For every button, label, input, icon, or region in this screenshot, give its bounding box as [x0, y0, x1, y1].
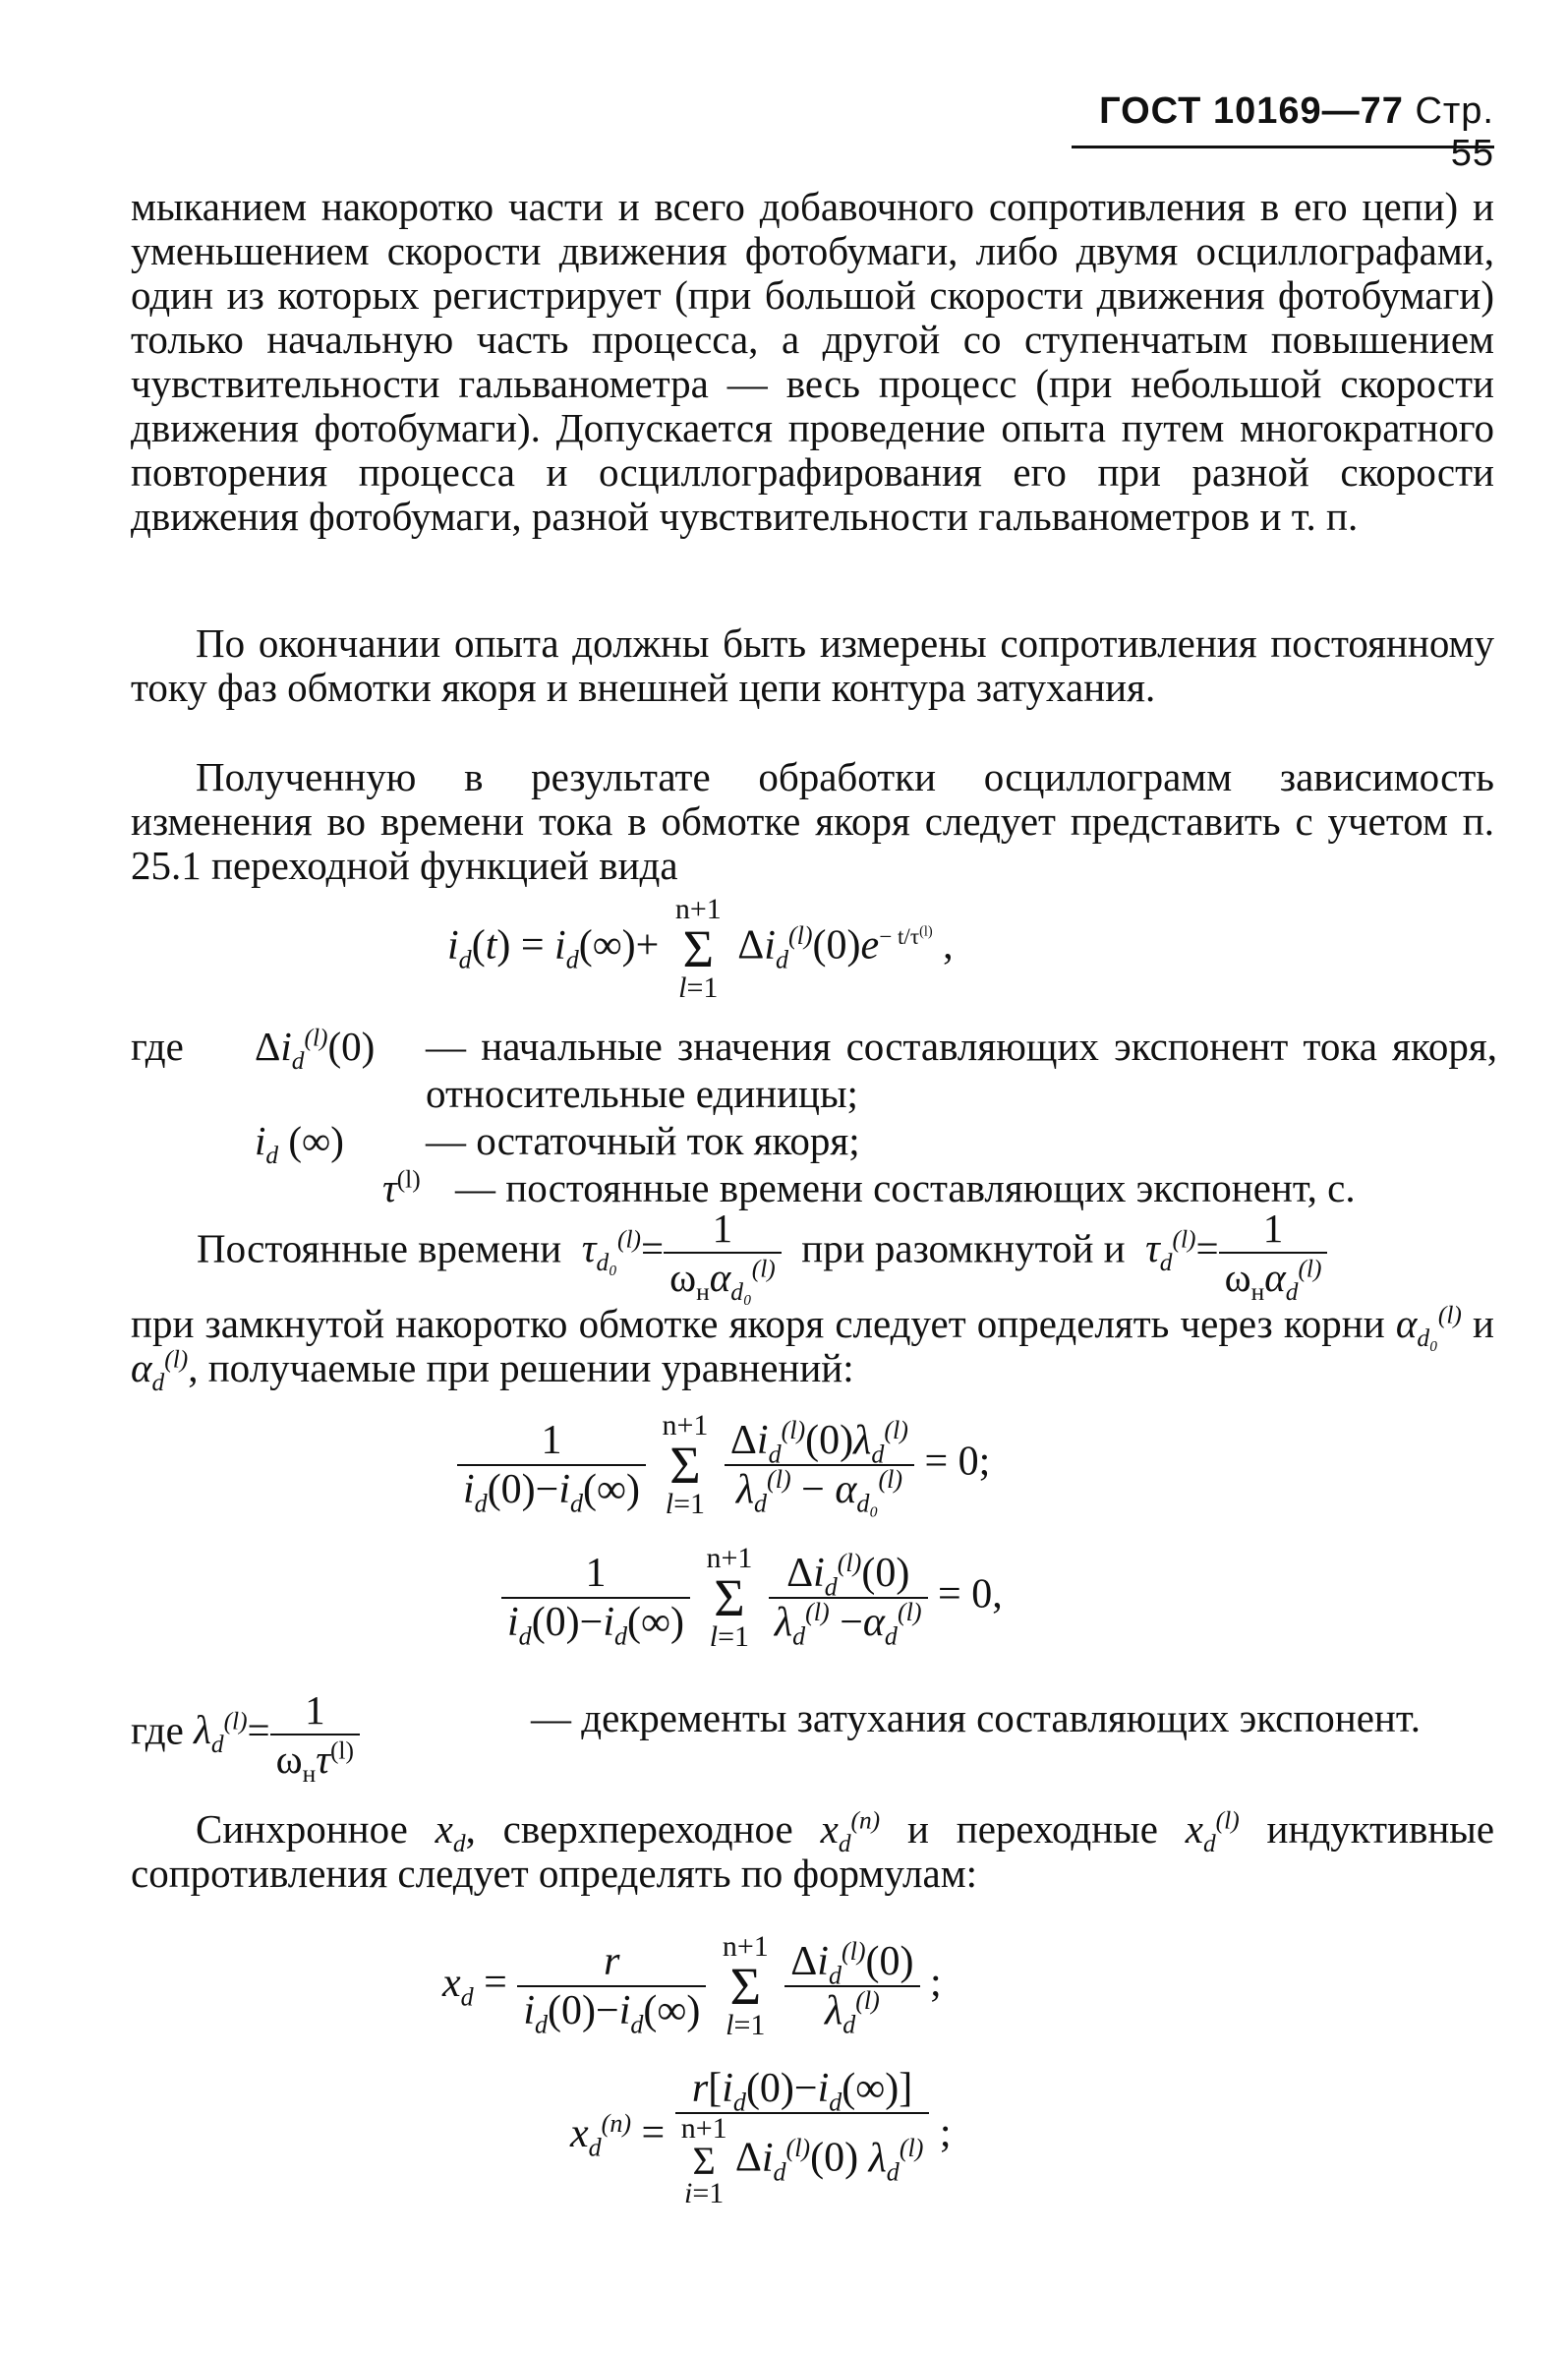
- para4-part-e: , получаемые при решении уравнений:: [188, 1345, 854, 1390]
- where-label-2: где: [131, 1707, 184, 1753]
- para5-part-a: Синхронное: [196, 1806, 408, 1852]
- def2-symbol: $i_d$ (∞): [255, 1118, 344, 1170]
- paragraph-3: Полученную в результате обработки осциллограмм зависимость изменения во времени тока в обмотке якоря следует представить с учетом п. 25.1 переходной функцией вида: [131, 754, 1494, 888]
- def1-text: — начальные значения составляющих экспонент тока якоря, относительные единицы;: [426, 1024, 1497, 1116]
- para5-part-d: индуктивные сопротивления следует определять по формулам:: [131, 1806, 1495, 1896]
- para4-part-b: при разомкнутой и: [801, 1225, 1126, 1271]
- para5-part-c: и переходные: [907, 1806, 1158, 1852]
- header-rule: [1072, 146, 1494, 148]
- para4-part-a: Постоянные времени: [197, 1225, 562, 1271]
- page-number: Стр. 55: [1415, 90, 1494, 174]
- formula-transient-function: $i_d(t) = i_d(\infty)+ n+1$ Σ l=1 $\Delta i_d^{(l)}(0)e^{- t/\tau^{(l)}}$ ,: [447, 893, 954, 1004]
- paragraph-2: По окончании опыта должны быть измерены сопротивления постоянному току фаз обмотки якоря и внешней цепи контура затухания.: [131, 620, 1494, 710]
- paragraph-5: Синхронное $x_d$, сверхпереходное $x_d^{(n)}$ и переходные $x_d^{(l)}$ индуктивные сопротивления следует определять по формулам:: [131, 1806, 1495, 1896]
- paragraph-4: при замкнутой накоротко обмотке якоря следует определять через корни $\alpha_{d_0}^{(l)}$ и $\alpha_d^{(l)}$, получаемые при решении уравнений:: [131, 1301, 1494, 1397]
- paragraph-1: мыканием накоротко части и всего добавочного сопротивления в его цепи) и уменьшением скорости движения фотобумаги, либо двумя осциллографами, один из которых регистрирует (при большой скорости движения фотобумаги) только начальную часть процесса, а другой со ступенчатым повышением чувствительности гальванометра — весь процесс (при небольшой скорости движения фотобумаги). Допускается проведение опыта путем многократного повторения процесса и осциллографирования его при разной скорости движения фотобумаги, разной чувствительности гальванометров и т. п.: [131, 184, 1494, 539]
- formula-xd-n: $x_d^{(n)}$ = $r[i_d(0)-i_d(\infty)]$ n+1 Σ i=1 $\Delta i_d^{(l)}(0)$ $\lambda_d^{(l)}$ ;: [570, 2066, 952, 2209]
- def3-text: — постоянные времени составляющих экспонент, с.: [455, 1165, 1356, 1210]
- gost-number: ГОСТ 10169—77: [1099, 90, 1404, 132]
- where-label: где: [131, 1024, 184, 1069]
- para5-part-b: , сверхпереходное: [465, 1806, 793, 1852]
- def2-text: — остаточный ток якоря;: [426, 1118, 860, 1163]
- formula-xd: $x_d$ = $\frac{r}{i_d(0)-i_d(\infty)}$ n+1 Σ l=1 $\frac{\Delta i_d^{(l)}(0)}{\lambda_d^{(l)}}$ ;: [442, 1930, 942, 2041]
- equation-2: $\frac{1}{i_d(0)-i_d(\infty)}$ n+1 Σ l=1 $\frac{\Delta i_d^{(l)}(0)}{\lambda_d^{(l)} -\alpha_d^{(l)}}$ = 0,: [501, 1544, 1003, 1652]
- equation-1: $\frac{1}{i_d(0)-i_d(\infty)}$ n+1 Σ l=1 $\frac{\Delta i_d^{(l)}(0)\lambda_d^{(l)}}{\lambda_d^{(l)} - \alpha_{d_0}^{(l)}}$ = 0;: [457, 1411, 990, 1519]
- page-header: [1072, 90, 1494, 175]
- time-constants-line: Постоянные времени $\tau_{d_0}^{(l)}=$ $\frac{1}{\omega_н\alpha_{d_0}^{(l)}}$ при разомкнутой и $\tau_d^{(l)}=$ $\frac{1}{\omega_н\alpha_d^{(l)}}$: [197, 1205, 1327, 1301]
- def3-symbol: $\tau^{(l)}$: [382, 1165, 421, 1210]
- definitions-list: [131, 1023, 1497, 1210]
- decrement-definition: где $\lambda_d^{(l)}=$ $\frac{1}{\omega_н\tau^{(l)}}$: [131, 1686, 360, 1783]
- def1-symbol: $\Delta i_d^{(l)}(0)$: [255, 1024, 376, 1076]
- para4-part-c: при замкнутой накоротко обмотке якоря следует определять через корни: [131, 1301, 1385, 1346]
- decrement-text: — декременты затухания составляющих экспонент.: [531, 1695, 1421, 1740]
- para4-part-d: и: [1473, 1301, 1494, 1346]
